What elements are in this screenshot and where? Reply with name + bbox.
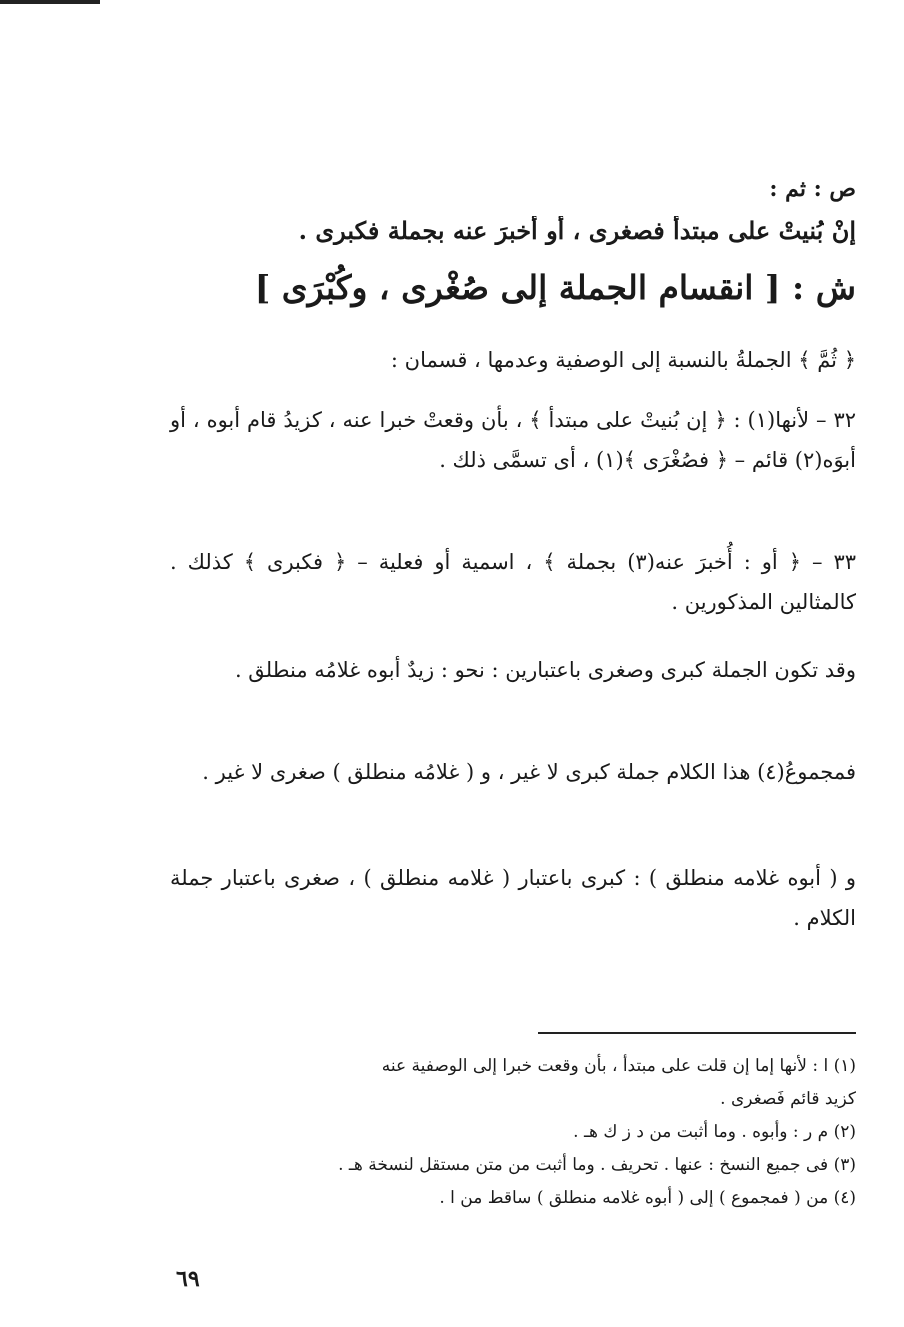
top-rule bbox=[0, 0, 100, 4]
footnotes bbox=[160, 1050, 856, 1215]
page-number: ٦٩ bbox=[176, 1266, 200, 1292]
matn-text: إنْ بُنيتْ على مبتدأ فصغرى ، أو أخبرَ عنه بجملة فكبرى . bbox=[298, 216, 856, 245]
footnote-4: (٤) من ( فمجموع ) إلى ( أبوه غلامه منطلق ) ساقط من ا . bbox=[439, 1188, 856, 1208]
matn-label: ص : ثم : bbox=[769, 176, 856, 202]
paragraph-sum: فمجموعُ(٤) هذا الكلام جملة كبرى لا غير ، و ( غلامُه منطلق ) صغرى لا غير . bbox=[202, 760, 856, 784]
paragraph-example: و ( أبوه غلامه منطلق ) : كبرى باعتبار ( غلامه منطلق ) ، صغرى باعتبار جملة الكلام . bbox=[170, 866, 856, 930]
paragraph-both: وقد تكون الجملة كبرى وصغرى باعتبارين : نحو : زيدٌ أبوه غلامُه منطلق . bbox=[234, 658, 856, 682]
footnote-2: (٢) م ر : وأبوه . وما أثبت من د ز ك هـ . bbox=[573, 1122, 856, 1142]
footnote-1: (١) ا : لأنها إما إن قلت على مبتدأ ، بأن وقعت خبرا إلى الوصفية عنه bbox=[381, 1056, 856, 1076]
paragraph-32: ٣٢ – لأنها(١) : ﴿ إن بُنيتْ على مبتدأ ﴾ ، بأن وقعتْ خبرا عنه ، كزيدُ قام أبوه ، أو أبوَه(٢) قائم – ﴿ فصُغْرَى ﴾(١) ، أى تسمَّى ذلك . bbox=[170, 408, 856, 472]
footnote-divider bbox=[538, 1032, 856, 1034]
section-heading: ش : [ انقسام الجملة إلى صُغْرى ، وكُبْرَى ] bbox=[254, 268, 856, 307]
paragraph-33: ٣٣ – ﴿ أو : أُخبرَ عنه(٣) بجملة ﴾ ، اسمية أو فعلية – ﴿ فكبرى ﴾ كذلك . كالمثالين المذكورين . bbox=[170, 550, 856, 614]
paragraph-intro: ﴿ ثُمَّ ﴾ الجملةُ بالنسبة إلى الوصفية وعدمها ، قسمان : bbox=[390, 348, 856, 372]
footnote-3: (٣) فى جميع النسخ : عنها . تحريف . وما أثبت من متن مستقل لنسخة هـ . bbox=[338, 1155, 856, 1175]
footnote-1-cont: كزيد قائم فَصغرى . bbox=[720, 1089, 856, 1109]
